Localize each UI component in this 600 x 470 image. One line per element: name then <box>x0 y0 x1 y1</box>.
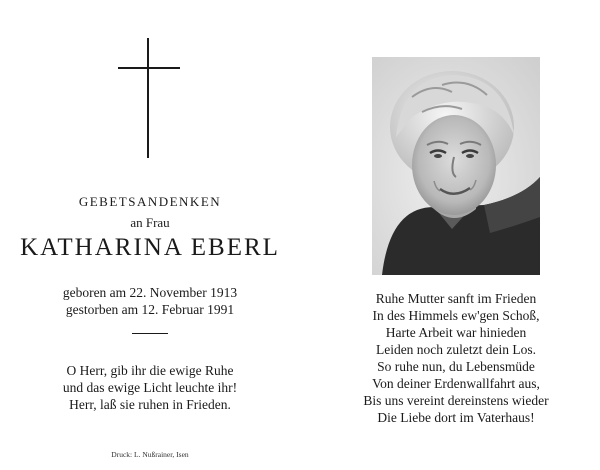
poem-line: Die Liebe dort im Vaterhaus! <box>377 410 535 425</box>
poem-line: Harte Arbeit war hinieden <box>385 325 527 340</box>
poem-line: Leiden noch zuletzt dein Los. <box>375 342 537 357</box>
printer-credit: Druck: L. Nußrainer, Isen <box>111 450 189 459</box>
card-subheading: an Frau <box>130 215 170 230</box>
deceased-name: KATHARINA EBERL <box>20 234 280 261</box>
death-date: gestorben am 12. Februar 1991 <box>65 302 235 317</box>
divider <box>132 333 168 334</box>
poem-line: So ruhe nun, du Lebensmüde <box>377 359 535 374</box>
birth-date: geboren am 22. November 1913 <box>62 285 238 300</box>
card-heading: GEBETSANDENKEN <box>78 194 222 209</box>
prayer <box>20 362 280 413</box>
life-dates <box>20 284 280 318</box>
poem-line: Von deiner Erdenwallfahrt aus, <box>372 376 540 391</box>
poem <box>345 290 567 426</box>
prayer-line: O Herr, gib ihr die ewige Ruhe <box>66 363 234 378</box>
poem-line: In des Himmels ew'gen Schoß, <box>372 308 540 323</box>
poem-line: Bis uns vereint dereinstens wieder <box>363 393 549 408</box>
cross-icon <box>118 38 180 158</box>
portrait-photo <box>372 57 540 275</box>
prayer-line: und das ewige Licht leuchte ihr! <box>62 380 238 395</box>
prayer-line: Herr, laß sie ruhen in Frieden. <box>69 397 231 412</box>
poem-line: Ruhe Mutter sanft im Frieden <box>375 291 537 306</box>
